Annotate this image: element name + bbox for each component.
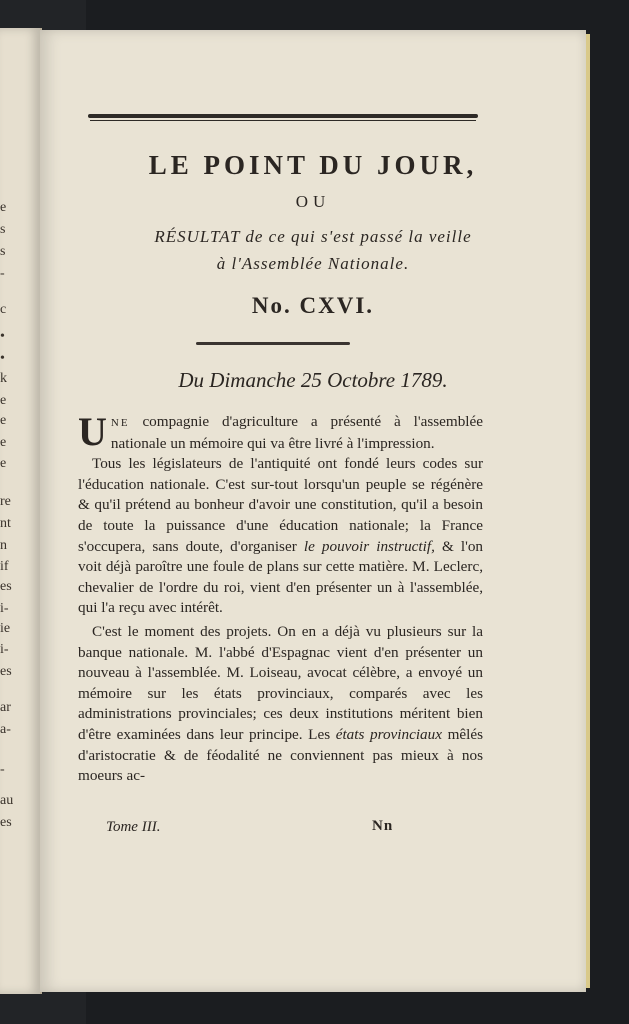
left-fragment: ie <box>0 621 11 636</box>
article-body <box>78 409 484 787</box>
date-line: Du Dimanche 25 Octobre 1789. <box>178 368 448 392</box>
paragraph-3-end: mêlés d'aristocratie & de féodalité ne conviennent pas mieux à nos moeurs ac- <box>78 725 484 785</box>
title-ou: OU <box>295 192 331 211</box>
left-fragment: e <box>0 413 7 428</box>
top-double-rule <box>88 114 478 118</box>
left-fragment: e <box>0 435 7 450</box>
left-fragment: e <box>0 393 7 408</box>
left-fragment: • <box>0 329 5 344</box>
left-fragment: i- <box>0 601 9 616</box>
paragraph-1-text: compagnie d'agriculture a présenté à l'assemblée nationale un mémoire qui va être livré à l'impression. <box>110 413 483 452</box>
left-fragment: s <box>0 244 6 259</box>
left-fragment: es <box>0 579 12 594</box>
top-rule-thin <box>90 120 476 121</box>
left-fragment: es <box>0 664 12 679</box>
page-fore-edge <box>586 34 590 988</box>
newspaper-title: LE POINT DU JOUR, <box>148 150 478 180</box>
issue-number: No. CXVI. <box>251 293 375 318</box>
subtitle-line-2: à l'Assemblée Nationale. <box>216 254 410 273</box>
paragraph-3 <box>78 622 483 787</box>
book-page <box>40 30 586 992</box>
paragraph-3-text: C'est le moment des projets. On en a déjà vu plusieurs sur la banque nationale. M. l'abbé d'Espagnac vient d'en présenter un nouveau à l'assemblée. M. Loiseau, avocat célèbre, a envoyé un mémoire sur les états provinciaux, comparés avec les administrations provinciales; ces deux institutions méritent bien d'être examinées dans leur principe. Les <box>78 622 483 743</box>
signature-mark: Nn <box>372 818 394 834</box>
volume-label: Tome III. <box>106 819 161 835</box>
small-caps: NE <box>110 417 130 429</box>
paragraph-3-italic: états provinciaux <box>335 725 442 743</box>
left-fragment: re <box>0 494 11 509</box>
left-fragment: • <box>0 351 5 366</box>
left-page-edge <box>0 28 42 994</box>
paragraph-2-italic: le pouvoir instructif, <box>303 537 435 555</box>
drop-cap: U <box>78 409 107 454</box>
left-fragment: e <box>0 456 7 471</box>
paragraph-2-end: & l'on voit déjà paroître une foule de plans sur cette matière. M. Leclerc, chevalier de l'ordre du roi, vient d'en présenter un à l'assemblée, qui l'a reçu avec intérêt. <box>78 537 484 617</box>
paragraph-1 <box>78 409 483 454</box>
left-fragment: i- <box>0 642 9 657</box>
left-fragment: - <box>0 762 5 777</box>
subtitle-line-1: RÉSULTAT de ce qui s'est passé la veille <box>154 227 472 246</box>
left-fragment: au <box>0 793 14 808</box>
paragraph-2-text: Tous les législateurs de l'antiquité ont fondé leurs codes sur l'éducation nationale. C'est sur-tout lorsqu'un peuple se régénère & qu'il prétend au bonheur d'avoir une constitution, qu'il a besoin de toute la puissance d'une éducation nationale; la France s'occupera, sans doute, d'organiser <box>78 455 483 555</box>
left-fragment: a- <box>0 722 11 737</box>
left-fragment: nt <box>0 516 11 531</box>
left-fragment: - <box>0 266 5 281</box>
ornament-rule <box>196 342 350 345</box>
left-fragment: c <box>0 302 7 317</box>
left-fragment: k <box>0 371 7 386</box>
left-fragment: es <box>0 815 12 830</box>
left-fragment: n <box>0 538 7 553</box>
left-fragment: e <box>0 200 7 215</box>
left-fragment: s <box>0 222 6 237</box>
left-fragment: ar <box>0 700 11 715</box>
paragraph-2 <box>78 454 483 619</box>
left-fragment: if <box>0 559 9 574</box>
